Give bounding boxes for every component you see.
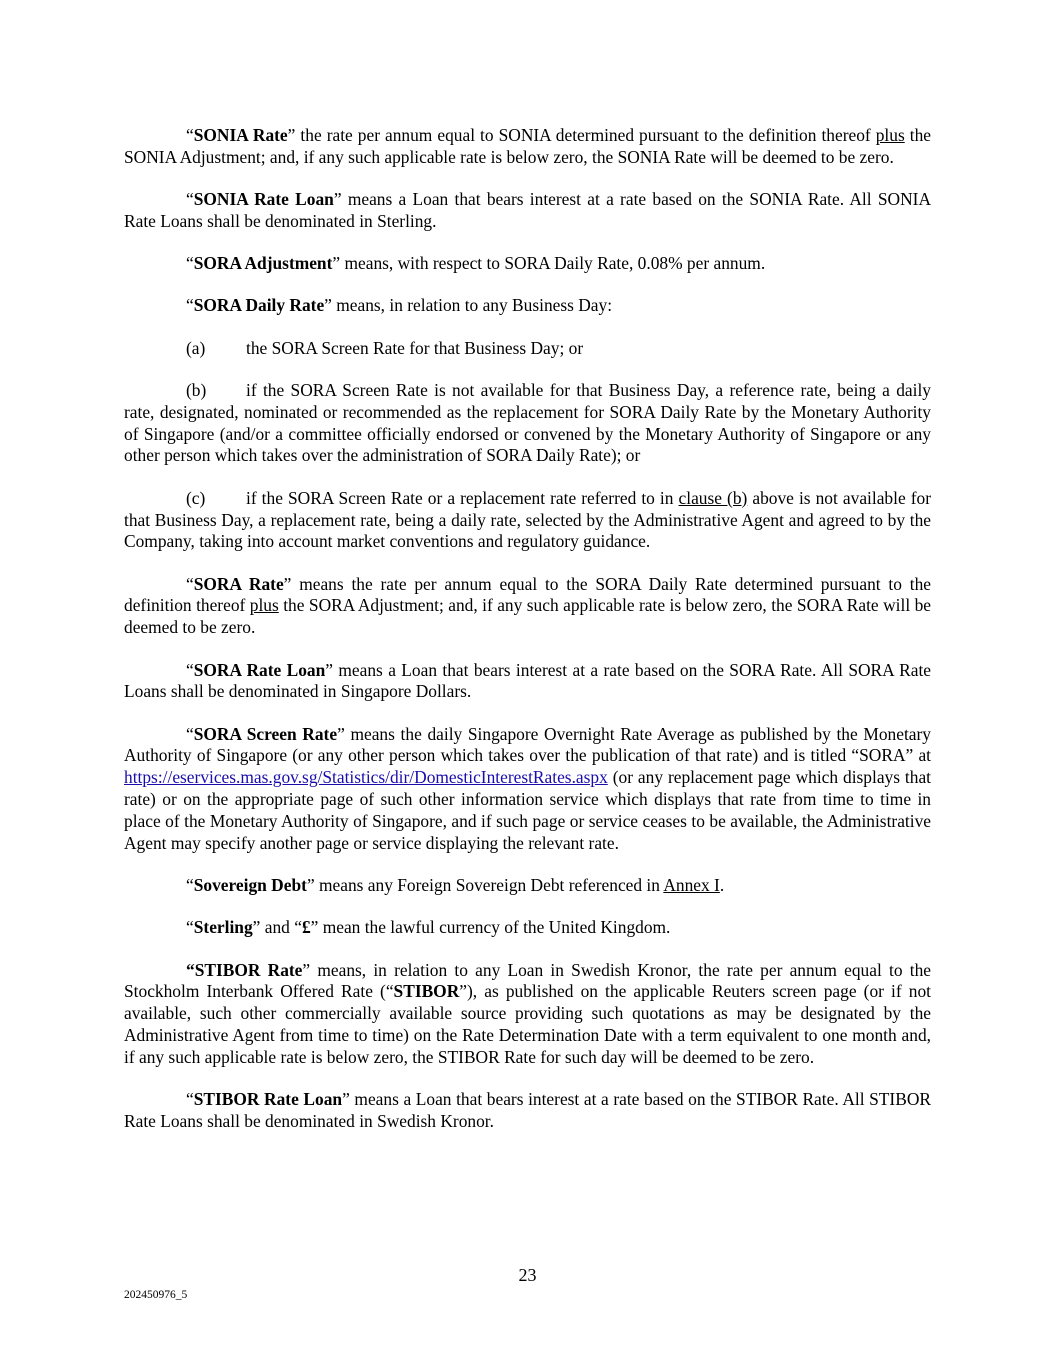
quote-open: “ bbox=[186, 253, 194, 274]
quote-close: ” bbox=[287, 125, 296, 145]
defined-term: Sovereign Debt bbox=[193, 874, 307, 895]
quote-close: ” bbox=[342, 1089, 350, 1109]
quote-close: ” bbox=[325, 659, 334, 680]
clause-b bbox=[124, 380, 931, 467]
defined-term: SORA Adjustment bbox=[193, 253, 333, 274]
definition-sovereign-debt bbox=[124, 875, 931, 897]
underlined-text: plus bbox=[875, 125, 905, 145]
definition-text: means the daily Singapore Overnight Rate Average as published by the Monetary Authority of Singapore (or any other person which takes over the publication of that rate) and is titled “SORA” at bbox=[124, 723, 931, 766]
definition-text: means, in relation to any Loan in Swedish Kronor, the rate per annum equal to the Stockholm Interbank Offered Rate (“ bbox=[124, 959, 931, 1002]
defined-term-inline: STIBOR bbox=[393, 981, 460, 1002]
mas-statistics-link[interactable]: https://eservices.mas.gov.sg/Statistics/dir/DomesticInterestRates.aspx bbox=[124, 767, 608, 788]
quote-close: ” bbox=[252, 917, 261, 938]
definition-sora-daily-rate bbox=[124, 295, 931, 317]
definition-text: means a Loan that bears interest at a rate based on the STIBOR Rate. All STIBOR Rate Loans shall be denominated in Swedish Kronor. bbox=[124, 1089, 931, 1131]
definition-sora-rate bbox=[124, 574, 931, 639]
definition-sora-rate-loan bbox=[124, 660, 931, 704]
definition-sterling bbox=[124, 917, 931, 939]
definition-stibor-rate-loan bbox=[124, 1089, 931, 1133]
definition-text: means a Loan that bears interest at a rate based on the SORA Rate. All SORA Rate Loans shall be denominated in Singapore Dollars. bbox=[124, 659, 932, 702]
quote-close: ” bbox=[333, 189, 342, 210]
quote-close: ” bbox=[306, 874, 315, 895]
clause-reference: clause (b) bbox=[678, 487, 748, 508]
quote-open: “ bbox=[186, 573, 194, 594]
definition-sora-screen-rate bbox=[124, 724, 931, 855]
definition-text: means the rate per annum equal to the SORA Daily Rate determined pursuant to the definition thereof bbox=[124, 573, 932, 616]
quote-open: “ bbox=[186, 125, 194, 145]
definition-text: (or any replacement page which displays that rate) or on the appropriate page of such other information service which displays that rate from time to time in place of the Monetary Authority of Singapore, and if such page or service ceases to be available, the Administrative Agent may specify another page or service displaying the relevant rate. bbox=[124, 767, 931, 853]
definition-text: . bbox=[719, 874, 725, 895]
quote-open: “ bbox=[186, 1089, 194, 1109]
quote-open: “ bbox=[186, 917, 194, 938]
annex-reference: Annex I bbox=[663, 874, 720, 895]
definition-text: ”), as published on the applicable Reuters screen page (or if not available, such other commercially available source providing such quotations as may be designated by the Administrative Agent from time to time) on the Rate Determination Date with a term equivalent to one month and, if any such applicable rate is below zero, the STIBOR Rate for such day will be deemed to be zero. bbox=[124, 981, 931, 1067]
document-body bbox=[124, 125, 931, 1153]
quote-close: ” bbox=[324, 295, 332, 316]
definition-text: the rate per annum equal to SONIA determined pursuant to the definition thereof bbox=[295, 125, 876, 145]
definition-sonia-rate bbox=[124, 125, 931, 169]
clause-c bbox=[124, 488, 931, 553]
clause-label: (c) bbox=[186, 487, 206, 508]
document-id: 202450976_5 bbox=[124, 1289, 188, 1301]
definition-text: means, in relation to any Business Day: bbox=[331, 295, 613, 316]
defined-term: SORA Rate Loan bbox=[193, 659, 326, 680]
defined-term: SORA Rate bbox=[193, 573, 284, 594]
quote-open: “ bbox=[186, 295, 194, 316]
quote-open: “ bbox=[186, 189, 194, 210]
clause-text: if the SORA Screen Rate is not available for that Business Day, a reference rate, being a daily rate, designated, nominated or recommended as the replacement for SORA Daily Rate by the Monetary Authority of Singapore (and/or a committee officially endorsed or convened by the Monetary Authority of Singapore or any other person which takes over the administration of SORA Daily Rate); or bbox=[124, 380, 931, 466]
clause-label: (a) bbox=[186, 337, 206, 358]
quote-open: “ bbox=[186, 659, 194, 680]
defined-term: SORA Screen Rate bbox=[193, 723, 338, 744]
clause-label: (b) bbox=[186, 380, 207, 401]
quote-close: ” bbox=[283, 573, 292, 594]
definition-text: the SONIA Adjustment; and, if any such applicable rate is below zero, the SONIA Rate will be deemed to be zero. bbox=[124, 125, 931, 167]
defined-term: SONIA Rate bbox=[193, 125, 288, 145]
definition-text: means, with respect to SORA Daily Rate, 0.08% per annum. bbox=[340, 253, 766, 274]
quote-close: ” bbox=[332, 253, 341, 274]
quote-open: “ bbox=[186, 723, 194, 744]
pound-symbol: £ bbox=[301, 917, 311, 938]
clause-text: above is not available for that Business Day, a replacement rate, being a daily rate, selected by the Administrative Agent and agreed to by the Company, taking into account market conventions and regulatory guidance. bbox=[124, 487, 931, 552]
clause-text: if the SORA Screen Rate or a replacement rate referred to in bbox=[246, 487, 679, 508]
definition-text: ” mean the lawful currency of the United Kingdom. bbox=[310, 917, 671, 938]
definition-text: means any Foreign Sovereign Debt referenced in bbox=[314, 874, 664, 895]
defined-term: SORA Daily Rate bbox=[193, 295, 325, 316]
quote-open: “ bbox=[186, 874, 194, 895]
definition-stibor-rate bbox=[124, 960, 931, 1069]
definition-text: means a Loan that bears interest at a rate based on the SONIA Rate. All SONIA Rate Loans shall be denominated in Sterling. bbox=[124, 189, 932, 231]
defined-term: SONIA Rate Loan bbox=[193, 189, 334, 210]
definition-sonia-rate-loan bbox=[124, 189, 931, 233]
defined-term: Sterling bbox=[193, 917, 253, 938]
defined-term: “STIBOR Rate bbox=[186, 959, 303, 980]
quote-close: ” bbox=[337, 723, 345, 744]
clause-text: the SORA Screen Rate for that Business Day; or bbox=[246, 337, 584, 358]
clause-a bbox=[124, 338, 931, 360]
quote-close: ” bbox=[302, 959, 311, 980]
definition-sora-adjustment bbox=[124, 253, 931, 275]
definition-text: the SORA Adjustment; and, if any such applicable rate is below zero, the SORA Rate will be deemed to be zero. bbox=[124, 595, 932, 638]
page-number: 23 bbox=[518, 1265, 537, 1285]
definition-text: and “ bbox=[260, 917, 302, 938]
defined-term: STIBOR Rate Loan bbox=[193, 1089, 343, 1109]
underlined-text: plus bbox=[249, 595, 279, 616]
